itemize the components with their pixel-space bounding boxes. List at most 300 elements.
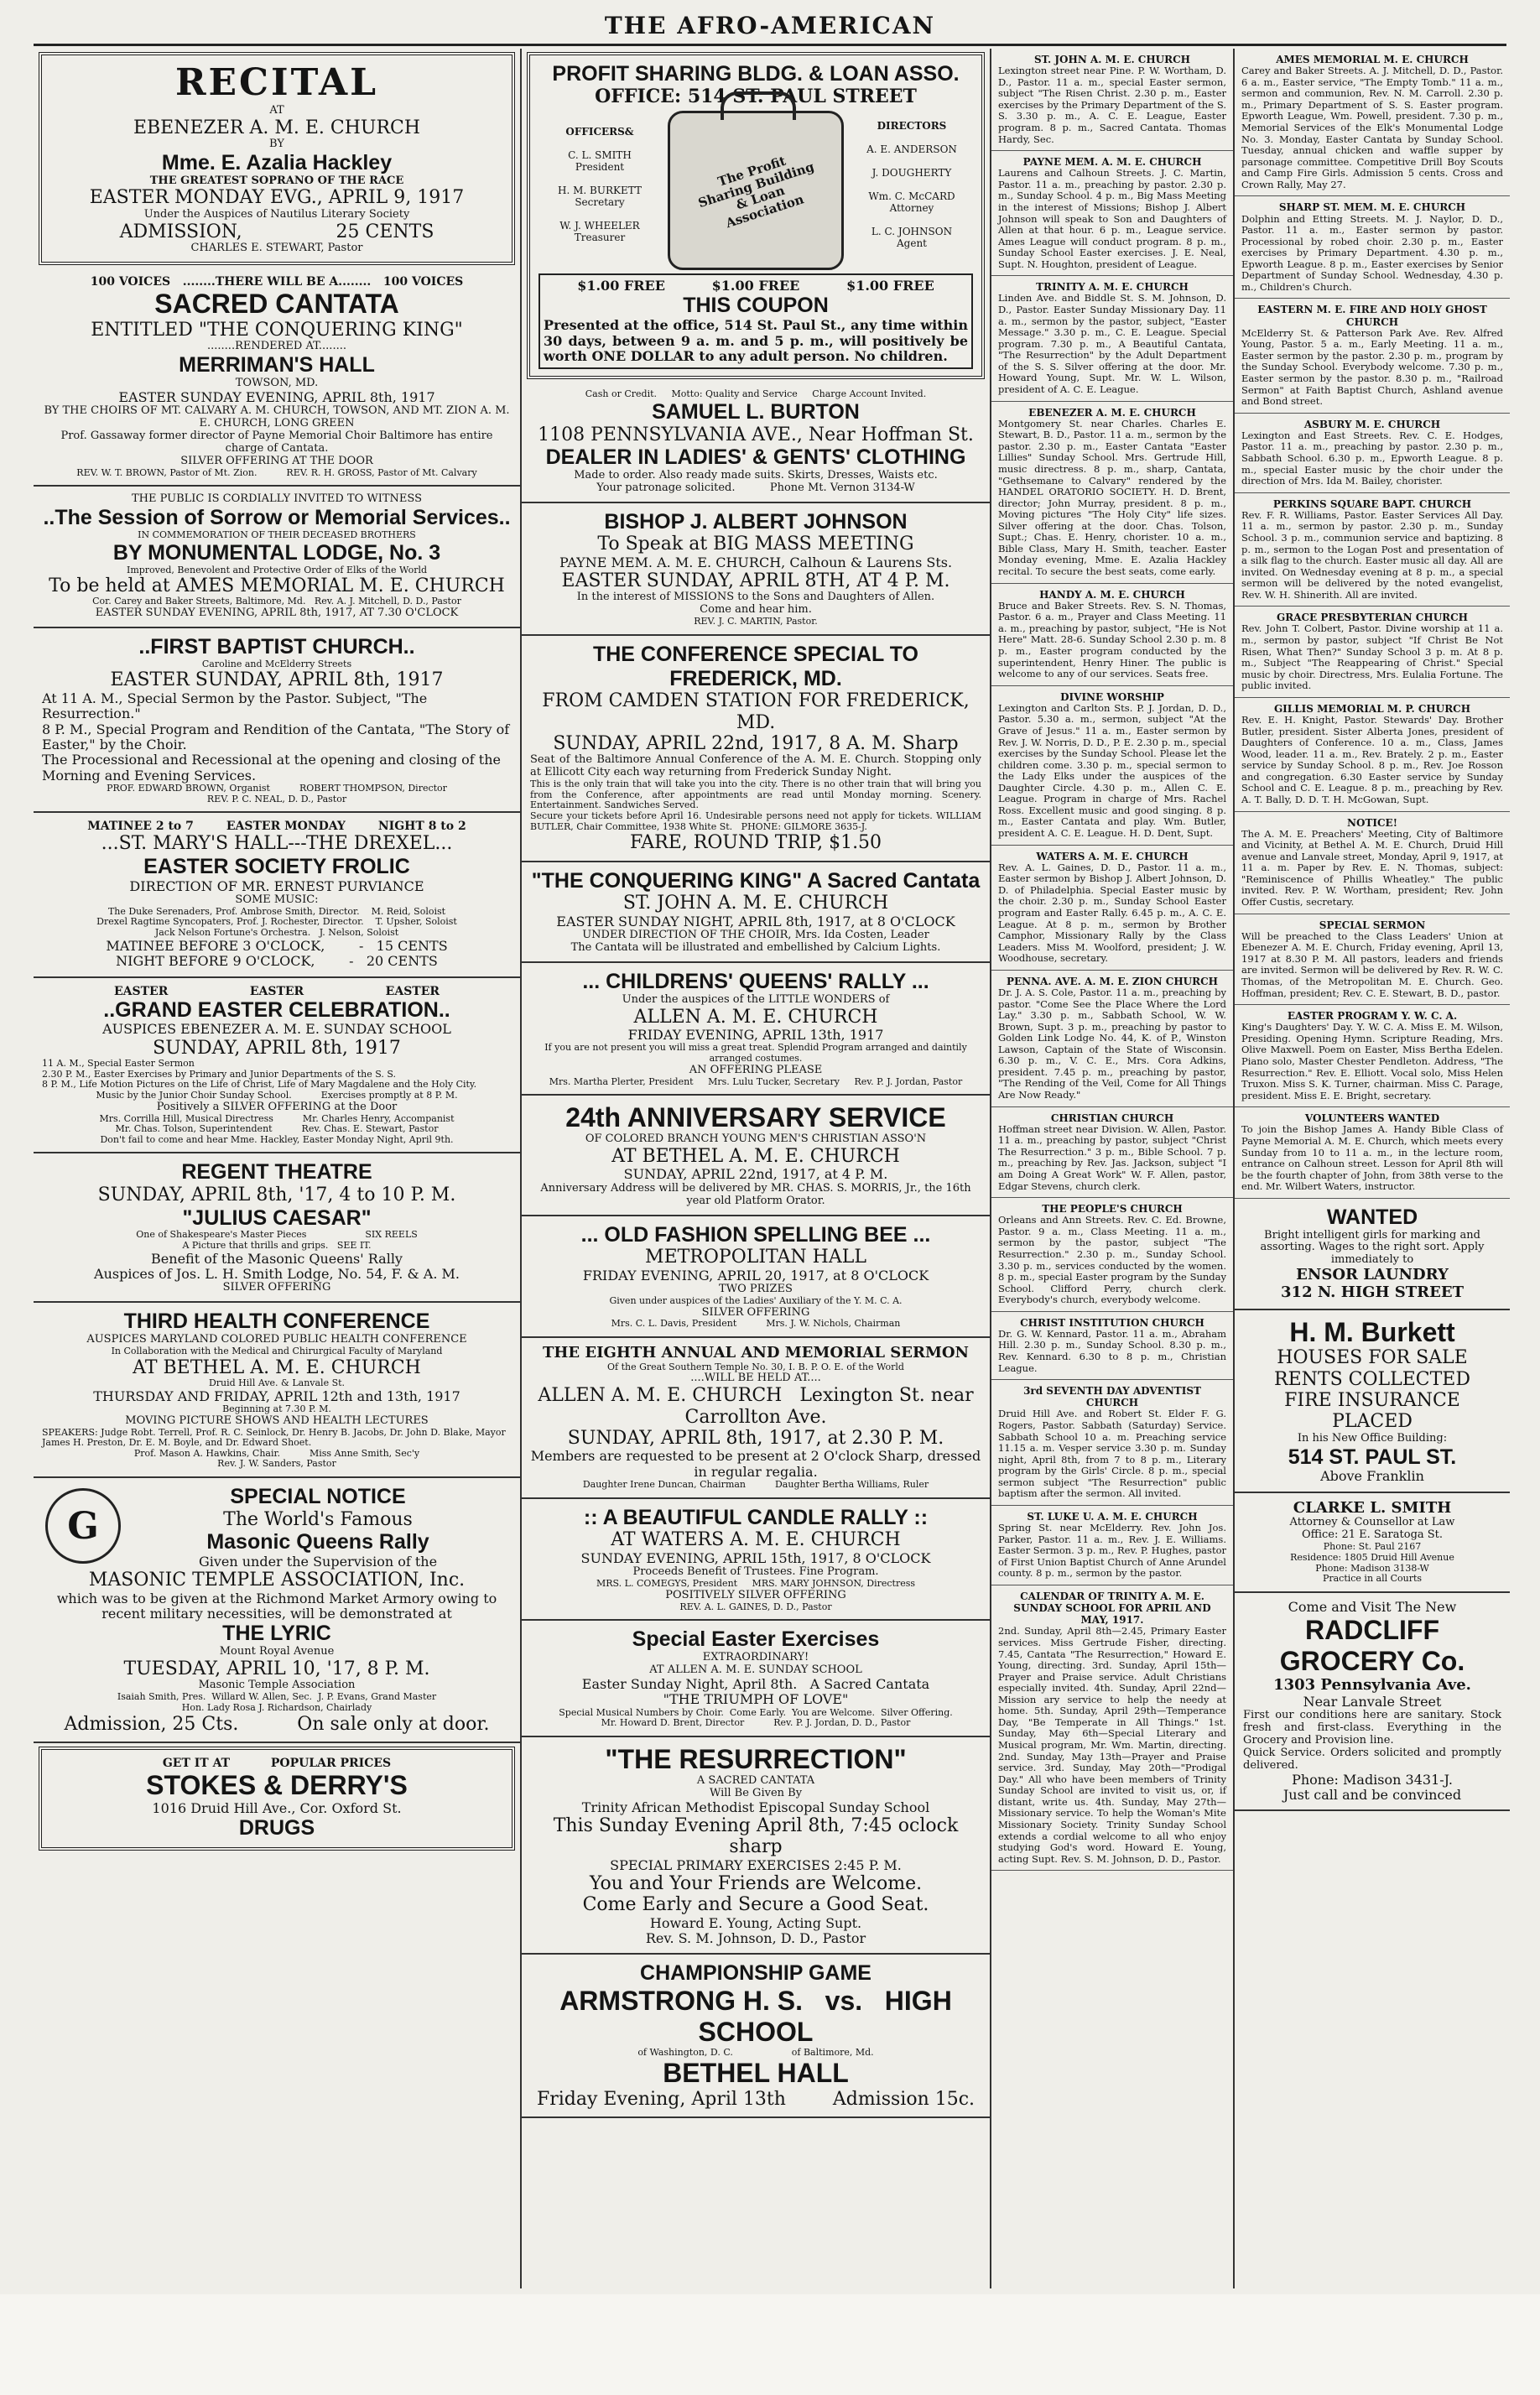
ad-recital xyxy=(39,52,515,265)
cantata-line: SACRED CANTATA xyxy=(154,289,399,320)
recital-line: EASTER MONDAY EVG., APRIL 9, 1917 xyxy=(89,187,465,209)
stokes-line: STOKES & DERRY'S xyxy=(146,1769,408,1800)
queens-line: ... CHILDRENS' QUEENS' RALLY ... xyxy=(582,970,929,993)
radcliff-line: Phone: Madison 3431-J. xyxy=(1292,1771,1453,1788)
queens-line: Mrs. Martha Plerter, President Mrs. Lulu Tucker, Secretary Rev. P. J. Jordan, Pastor xyxy=(549,1075,963,1087)
left-list xyxy=(545,126,654,255)
clarke-line: Attorney & Counsellor at Law xyxy=(1289,1516,1455,1529)
ad-cantata xyxy=(34,268,520,487)
notice-body: Dr. G. W. Kennard, Pastor. 11 a. m., Abraham Hill. 2.30 p. m., Sunday School. 8.30 p. m., Rev. Kennard. 6.30 to 8 p. m., Christian League. xyxy=(998,1327,1226,1374)
ad-sorrow xyxy=(34,487,520,628)
recital-line: EBENEZER A. M. E. CHURCH xyxy=(133,117,421,138)
coupon-line: $1.00 FREE $1.00 FREE $1.00 FREE xyxy=(577,278,934,294)
sorrow-line: IN COMMEMORATION OF THEIR DECEASED BROTHERS xyxy=(138,529,416,541)
ymca-line: Anniversary Address will be delivered by MR. CHAS. S. MORRIS, Jr., the 16th year old Platform Orator. xyxy=(540,1181,975,1207)
ad-burkett xyxy=(1235,1310,1510,1493)
conquering-line: ST. JOHN A. M. E. CHURCH xyxy=(622,893,889,914)
health-line: Rev. J. W. Sanders, Pastor xyxy=(217,1458,336,1470)
health-line: AT BETHEL A. M. E. CHURCH xyxy=(133,1356,421,1378)
notice-body: 2nd. Sunday, April 8th—2.45, Primary Easter services. Miss Gertrude Fisher, directing. 7.45, Cantata "The Resurrection," Howard E. Young, directing. 3rd. Sunday, April 15th—Prayer and Praise service. Adult Christians especially invited. 4th. Sunday, April 22nd—Mission ary service to help the needy at home. 5th. Sunday, April 29th—Temperance Day, "Be Temperate in All Things." 1st. Sunday, May 6th—Special Literary and Musical program, Mr. Wm. Martin, directing. 2nd. Sunday, May 13th—Prayer and Praise service. 3rd. Sunday, May 20th—"Prodigal Day." All who have been members of Trinity Sunday School are invited to visit us, or, if distant, write us. 4th. Sunday, May 27th—Missionary service. To help the Woman's Mite Missionary Society. Trinity Sunday School extends a cordial welcome to all who enjoy studying God's word. Howard E. Young, acting Supt. Rev. S. M. Johnson, D. D., Pastor. xyxy=(998,1625,1226,1865)
resurrection-line: Rev. S. M. Johnson, D. D., Pastor xyxy=(645,1930,866,1947)
recital-line: RECITAL xyxy=(174,61,379,104)
notice-heading: GRACE PRESBYTERIAN CHURCH xyxy=(1276,612,1469,624)
sorrow-line: To be held at AMES MEMORIAL M. E. CHURCH xyxy=(49,575,505,597)
notice-heading: AMES MEMORIAL M. E. CHURCH xyxy=(1276,54,1469,65)
clarke-line: Office: 21 E. Saratoga St. xyxy=(1301,1528,1444,1542)
masonic-emblem-icon: G xyxy=(45,1488,121,1564)
championship-line: of Washington, D. C. of Baltimore, Md. xyxy=(637,2046,874,2058)
wanted-line: WANTED xyxy=(1326,1205,1418,1229)
championship-line: CHAMPIONSHIP GAME xyxy=(640,1961,871,1986)
notice-body: Druid Hill Ave. and Robert St. Elder F. G. Rogers, Pastor. Sabbath (Saturday) Service. Sabbath School 10 a. m. Preaching service 11.15 a. m. Vesper service 3.30 p. m. Sunday night, April 8th, from 7 to 8 p. m., Literary program by the Girls' Circle. 8 p. m., special sermon subject "The Resurrection" public baptism after the sermon. All invited. xyxy=(998,1408,1226,1500)
burton-line: Cash or Credit. Motto: Quality and Service Charge Account Invited. xyxy=(585,388,927,400)
masonic-line: SPECIAL NOTICE xyxy=(230,1485,406,1509)
ad-resurrection xyxy=(522,1737,990,1955)
ad-frederick xyxy=(522,636,990,862)
regent-line: SILVER OFFERING xyxy=(222,1281,331,1294)
health-line: Prof. Mason A. Hawkins, Chair. Miss Anne Smith, Sec'y xyxy=(133,1447,420,1459)
church-notice xyxy=(1235,607,1510,698)
frederick-line: FARE, ROUND TRIP, $1.50 xyxy=(629,832,882,854)
frolic-line: Jack Nelson Fortune's Orchestra. J. Nelson, Soloist xyxy=(154,927,399,939)
church-notice xyxy=(991,1107,1233,1199)
left-name: W. J. WHEELER Treasurer xyxy=(559,220,640,244)
recital-line: Under the Auspices of Nautilus Literary Society xyxy=(143,207,410,221)
ad-spelling xyxy=(522,1216,990,1339)
eighth-line: Members are requested to be present at 2 O'clock Sharp, dressed in regular regalia. xyxy=(530,1448,986,1480)
profit-heading: OFFICE: 514 ST. PAUL STREET xyxy=(595,85,917,107)
ymca-line: 24th ANNIVERSARY SERVICE xyxy=(565,1102,946,1133)
notice-body: Will be preached to the Class Leaders' Union at Ebenezer A. M. E. Church, Friday evening, April 13, 1917 at 8.30 P. M. All pastors, leaders and friends are invited. Sermon will be delivered by Rev. R. W. C. Thomas, of the Metropolitan M. E. Church. Geo. Hoffman, president; Rev. C. E. Stewart, B. D., pastor. xyxy=(1241,929,1503,999)
notice-heading: PENNA. AVE. A. M. E. ZION CHURCH xyxy=(1006,975,1219,987)
eighth-line: ALLEN A. M. E. CHURCH Lexington St. near Carrollton Ave. xyxy=(538,1385,980,1428)
church-notice xyxy=(991,276,1233,401)
candle-line: AT WATERS A. M. E. CHURCH xyxy=(611,1529,901,1551)
notice-heading: WATERS A. M. E. CHURCH xyxy=(1036,850,1189,862)
burkett-line: 514 ST. PAUL ST. xyxy=(1288,1445,1457,1469)
left-name: H. M. BURKETT Secretary xyxy=(558,185,642,209)
ad-special xyxy=(522,1621,990,1737)
church-notice xyxy=(991,1380,1233,1506)
notice-body: Hoffman street near Division. W. Allen, Pastor. 11 a. m., preaching by pastor, subject "Christ The Resurrection." 3 p. m., Bible School. 7 p. m., preaching by Rev. Jas. Jackson, subject "I am Doing A Great Work" W. F. Allen, pastor, Edgar Stevens, church clerk. xyxy=(998,1122,1226,1192)
eighth-line: THE EIGHTH ANNUAL AND MEMORIAL SERMON xyxy=(542,1344,970,1362)
notice-body: Bruce and Baker Streets. Rev. S. N. Thomas, Pastor. 6 a. m., Prayer and Class Meeting. 11 a. m., preaching by pastor, subject, "He is Not Here" Matt. 28-6. Sunday School 2.30 p. m. 8 p. m., Easter program conducted by the superintendent, Henry Hiner. The public is welcome to any of our services. Seats free. xyxy=(998,599,1226,680)
masonic-line: TUESDAY, APRIL 10, '17, 8 P. M. xyxy=(123,1658,430,1680)
health-line: Beginning at 7.30 P. M. xyxy=(222,1403,331,1414)
spelling-line: METROPOLITAN HALL xyxy=(645,1247,866,1268)
resurrection-line: Will Be Given By xyxy=(709,1786,803,1799)
right-name: J. DOUGHERTY xyxy=(871,167,952,180)
burton-line: SAMUEL L. BURTON xyxy=(652,400,860,424)
notice-body: Montgomery St. near Charles. Charles E. Stewart, B. D., Pastor. 11 a. m., sermon by the pastor. 2.30 p. m., Easter Cantata "Easter Lillies" Sunday School. Mrs. Gertrude Hill, music directress. 8 p. m., sharp, Cantata, "Gethsemane to Calvary" rendered by the HANDEL ORATORIO SOCIETY. H. D. Brent, director; John Murray, president. 8 p. m., Moving pictures "The Holy City" life sizes. Silver offering at the door. Chas. Tolson, Supt.; Chas. E. Henry, chorister. 10 a. m., Bible Class, Mary H. Smith, teacher. Easter Monday evening, Mme. E. Azalia Hackley recital. To secure the best seats, come early. xyxy=(998,417,1226,577)
frolic-line: ...ST. MARY'S HALL---THE DREXEL... xyxy=(101,833,453,855)
sorrow-line: EASTER SUNDAY EVENING, APRIL 8th, 1917, AT 7.30 O'CLOCK xyxy=(95,607,459,620)
left-name: C. L. SMITH President xyxy=(568,149,632,174)
health-line: THIRD HEALTH CONFERENCE xyxy=(123,1309,430,1334)
burkett-line: PLACED xyxy=(1332,1411,1413,1433)
radcliff-line: Just call and be convinced xyxy=(1282,1787,1462,1804)
bishop-line: REV. J. C. MARTIN, Pastor. xyxy=(694,616,818,627)
masonic-line: Masonic Temple Association xyxy=(198,1679,356,1692)
recital-line: CHARLES E. STEWART, Pastor xyxy=(190,241,363,254)
ymca-line: SUNDAY, APRIL 22nd, 1917, at 4 P. M. xyxy=(623,1166,888,1183)
cantata-line: TOWSON, MD. xyxy=(235,376,319,389)
championship-line: Friday Evening, April 13th Admission 15c. xyxy=(536,2089,976,2111)
firstbaptist-line: PROF. EDWARD BROWN, Organist ROBERT THOMPSON, Director xyxy=(107,783,447,794)
church-notice xyxy=(1235,698,1510,812)
regent-line: REGENT THEATRE xyxy=(181,1160,372,1184)
masthead: THE AFRO-AMERICAN xyxy=(604,12,936,39)
ad-stokes xyxy=(39,1747,515,1851)
frolic-line: NIGHT BEFORE 9 O'CLOCK, - 20 CENTS xyxy=(116,953,438,970)
notice-heading: NOTICE! xyxy=(1347,816,1397,829)
radcliff-line: First our conditions here are sanitary. Stock fresh and first-class. Everything in the Grocery and Provision line. xyxy=(1243,1708,1506,1747)
church-notice xyxy=(991,1506,1233,1585)
firstbaptist-line: 8 P. M., Special Program and Rendition of the Cantata, "The Story of Easter," by the Choir. xyxy=(42,721,514,752)
frederick-line: Seat of the Baltimore Annual Conference of the A. M. E. Church. Stopping only at Ellicott City each way returning from Frederick Sunday Night. xyxy=(530,753,986,779)
frederick-line: Secure your tickets before April 16. Undesirable persons need not apply for tickets. WILLIAM BUTLER, Chair Committee, 1938 White St. PHONE: GILMORE 3635-J. xyxy=(530,810,985,832)
sorrow-line: THE PUBLIC IS CORDIALLY INVITED TO WITNESS xyxy=(132,492,422,506)
frolic-line: The Duke Serenaders, Prof. Ambrose Smith, Director. M. Reid, Soloist xyxy=(107,905,446,917)
firstbaptist-line: The Processional and Recessional at the opening and closing of the Morning and Evening Services. xyxy=(42,752,506,784)
notice-body: Carey and Baker Streets. A. J. Mitchell, D. D., Pastor. 6 a. m., Easter service, "The Empty Tomb." 11 a. m., sermon and communion, Rev. N. M. Carroll. 2.30 p. m., Primary Department of S. S. Easter program. Epworth League, Wm. Powell, president. 7.30 p. m., Memorial Services of the Elk's Monumental Lodge No. 3. Monday, Easter Cantata by Sunday School. Tuesday, annual chicken and waffle supper by parsonage committee. Competitive Drill Boy Scouts and Camp Fire Girls. Admission 5 cents. Cross and Crown Rally, May 27. xyxy=(1241,65,1503,190)
masonic-line: Hon. Lady Rosa J. Richardson, Chairlady xyxy=(181,1701,372,1713)
masthead-rule xyxy=(34,44,1506,46)
bishop-line: In the interest of MISSIONS to the Sons and Daughters of Allen. xyxy=(576,591,935,604)
grandeaster-line: 8 P. M., Life Motion Pictures on the Life of Christ, Life of Mary Magdalene and the Holy City. xyxy=(42,1079,477,1091)
spelling-line: TWO PRIZES xyxy=(719,1282,793,1295)
cantata-line: Prof. Gassaway former director of Payne Memorial Choir Baltimore has entire charge of Cantata. xyxy=(60,430,497,455)
church-notice xyxy=(991,846,1233,971)
radcliff-line: RADCLIFF xyxy=(1305,1615,1439,1646)
queens-line: FRIDAY EVENING, APRIL 13th, 1917 xyxy=(627,1026,884,1043)
burkett-line: HOUSES FOR SALE xyxy=(1277,1347,1468,1369)
column-4-church-notices xyxy=(1233,49,1510,2288)
burkett-line: H. M. Burkett xyxy=(1289,1316,1455,1347)
notice-heading: HANDY A. M. E. CHURCH xyxy=(1039,588,1185,601)
masonic-line: which was to be given at the Richmond Market Armory owing to recent military necessities, will be demonstrated at xyxy=(56,1590,502,1622)
masonic-line: The World's Famous xyxy=(223,1508,413,1530)
radcliff-line: GROCERY Co. xyxy=(1279,1646,1465,1677)
candle-line: :: A BEAUTIFUL CANDLE RALLY :: xyxy=(583,1505,929,1529)
officers-directors-row xyxy=(538,107,973,273)
sorrow-line: Cor. Carey and Baker Streets, Baltimore, Md. Rev. A. J. Mitchell, D. D., Pastor xyxy=(92,596,461,607)
candle-line: POSITIVELY SILVER OFFERING xyxy=(665,1588,846,1601)
notice-heading: THE PEOPLE'S CHURCH xyxy=(1042,1203,1183,1216)
notice-body: The A. M. E. Preachers' Meeting, City of Baltimore and Vicinity, at Bethel A. M. E. Church, Druid Hill avenue and Lanvale street, Monday, April 9, 1917, at 11 a. m. Paper by Rev. E. N. Thomas, subject: "Reminiscence of Phillis Wheatley." The public invited. Rev. P. W. Wortham, president; Rev. John Offer Custis, secretary. xyxy=(1241,827,1503,909)
church-notice xyxy=(1235,414,1510,493)
ad-queens xyxy=(522,963,990,1096)
conquering-line: The Cantata will be illustrated and embellished by Calcium Lights. xyxy=(570,941,941,955)
church-notice xyxy=(991,686,1233,846)
firstbaptist-line: EASTER SUNDAY, APRIL 8th, 1917 xyxy=(110,669,444,691)
special-line: Special Easter Exercises xyxy=(632,1627,880,1652)
resurrection-line: Howard E. Young, Acting Supt. xyxy=(649,1914,862,1931)
wanted-line: Bright intelligent girls for marking and assorting. Wages to the right sort. Apply immediately to xyxy=(1260,1228,1488,1267)
ymca-line: OF COLORED BRANCH YOUNG MEN'S CHRISTIAN ASSO'N xyxy=(585,1132,927,1146)
spelling-line: Given under auspices of the Ladies' Auxiliary of the Y. M. C. A. xyxy=(609,1294,903,1306)
ad-profit xyxy=(527,52,985,379)
ad-conquering xyxy=(522,862,990,963)
regent-line: One of Shakespeare's Master Pieces SIX REELS xyxy=(136,1229,418,1241)
notice-heading: SHARP ST. MEM. M. E. CHURCH xyxy=(1278,201,1466,214)
church-notice xyxy=(1235,49,1510,196)
notice-heading: EASTER PROGRAM Y. W. C. A. xyxy=(1287,1010,1458,1023)
notice-body: Dolphin and Etting Streets. M. J. Naylor, D. D., Pastor. 11 a. m., Easter sermon by pastor. Processional by robed choir. 2.30 p. m., Easter exercises by Primary Department. 4.30 p. m., Epworth League. 8 p. m., Easter exercises by Senior Department of Sunday School. Wednesday, 4.30 p. m., Children's Church. xyxy=(1241,212,1503,293)
left-name: OFFICERS& xyxy=(565,126,634,138)
sorrow-line: ..The Session of Sorrow or Memorial Services.. xyxy=(43,506,511,530)
ad-wanted xyxy=(1235,1199,1510,1310)
bishop-line: BISHOP J. ALBERT JOHNSON xyxy=(604,509,908,534)
profit-heading: PROFIT SHARING BLDG. & LOAN ASSO. xyxy=(552,62,960,86)
conquering-line: "THE CONQUERING KING" A Sacred Cantata xyxy=(531,868,981,893)
radcliff-line: Come and Visit The New xyxy=(1288,1598,1457,1615)
grandeaster-line: Mrs. Corrilla Hill, Musical Directress Mr. Charles Henry, Accompanist xyxy=(99,1112,455,1124)
right-name: L. C. JOHNSON Agent xyxy=(871,226,953,250)
resurrection-line: A SACRED CANTATA xyxy=(696,1773,815,1787)
stokes-line: 1016 Druid Hill Ave., Cor. Oxford St. xyxy=(152,1799,402,1816)
candle-line: REV. A. L. GAINES, D. D., Pastor xyxy=(679,1601,832,1612)
spelling-line: Mrs. C. L. Davis, President Mrs. J. W. Nichols, Chairman xyxy=(611,1318,901,1330)
ad-eighth xyxy=(522,1338,990,1499)
resurrection-line: Come Early and Secure a Good Seat. xyxy=(582,1894,929,1916)
bishop-line: PAYNE MEM. A. M. E. CHURCH, Calhoun & Laurens Sts. xyxy=(559,554,953,570)
notice-body: Rev. E. H. Knight, Pastor. Stewards' Day. Brother Butler, president. Sister Alberta Jones, president of Daughters of Conference. 10 a. m., Class, James Wood, leader. 11 a. m., Rev. Brately. 2 p. m., Easter service by Sunday School. 8 p. m., Rev. Joe Rosson and congregation. 6.30 Easter service by Sunday School and C. E. League. 8 p. m., preaching by Rev. A. T. Bally, D. D. T. H. McGowan, Supt. xyxy=(1241,714,1503,805)
grandeaster-line: Mr. Chas. Tolson, Superintendent Rev. Chas. E. Stewart, Pastor xyxy=(115,1123,439,1135)
spelling-line: ... OLD FASHION SPELLING BEE ... xyxy=(580,1222,931,1247)
notice-body: Dr. J. A. S. Cole, Pastor. 11 a. m., preaching by pastor. "Come See the Place Where the Lord Lay." 3.30 p. m., Sabbath School, W. W. Brown, Supt. 3 p. m., preaching by pastor to Golden Link Lodge No. 44, K. of P., Winston Lawson, Captain of the State of Wisconsin. 6.30 p. m., V. C. E., Mrs. Cora Adkins, president. 7.45 p. m., preaching by pastor, "The Rending of the Veil, Come for All Things Are Now Ready." xyxy=(998,986,1226,1101)
church-notice xyxy=(991,402,1233,584)
ymca-line: AT BETHEL A. M. E. CHURCH xyxy=(611,1145,900,1167)
firstbaptist-line: REV. P. C. NEAL, D. D., Pastor xyxy=(206,793,347,804)
conquering-line: EASTER SUNDAY NIGHT, APRIL 8th, 1917, at 8 O'CLOCK xyxy=(556,913,955,929)
notice-heading: CALENDAR OF TRINITY A. M. E. SUNDAY SCHOOL FOR APRIL AND MAY, 1917. xyxy=(1013,1590,1211,1627)
notice-body: Laurens and Calhoun Streets. J. C. Martin, Pastor. 11 a. m., preaching by pastor. 2.30 p. m., Sunday School. 4 p. m., Big Mass Meeting in the interest of Missions; Bishop J. Albert Johnson will speak to Son and Daughters of Allen at that hour. 6 p. m., League service. Ames League will conduct program. 8 p. m., Sunday School Easter exercises. J. E. Neal, Supt. N. Houghton, president of League. xyxy=(998,167,1226,270)
conquering-line: UNDER DIRECTION OF THE CHOIR, Mrs. Ida Costen, Leader xyxy=(582,929,929,942)
church-notice xyxy=(991,1312,1233,1380)
special-line: Mr. Howard D. Brent, Director Rev. P. J. Jordan, D. D., Pastor xyxy=(601,1717,911,1729)
notice-body: Lexington street near Pine. P. W. Wortham, D. D., Pastor. 11 a. m., special Easter sermon, subject "The Risen Christ. 2.30 p. m., Easter exercises by the Primary Department of the S. S. 3.30 p. m., A. C. E. League, Easter program. 8 p. m., Sacred Cantata. Thomas Hardy, Sec. xyxy=(998,65,1226,145)
recital-line: Mme. E. Azalia Hackley xyxy=(161,150,393,174)
right-name: DIRECTORS xyxy=(877,120,947,133)
column-1 xyxy=(34,49,520,2288)
notice-heading: PERKINS SQUARE BAPT. CHURCH xyxy=(1272,497,1472,510)
notice-body: Rev. John T. Colbert, Pastor. Divine worship at 11 a. m., sermon by pastor, subject "If Christ Be Not Risen, What Then?" Sunday School 3 p. m. At 8 p. m., Subject "The Reappearing of Christ." Special music by choir. Directress, Mrs. Eulalia Fortune. The public invited. xyxy=(1241,622,1503,692)
grandeaster-line: SUNDAY, APRIL 8th, 1917 xyxy=(153,1037,401,1059)
ad-health xyxy=(34,1303,520,1478)
notice-heading: PAYNE MEM. A. M. E. CHURCH xyxy=(1022,156,1202,169)
radcliff-line: Quick Service. Orders solicited and promptly delivered. xyxy=(1243,1746,1506,1772)
bishop-line: Come and hear him. xyxy=(700,603,812,617)
church-notice xyxy=(991,584,1233,686)
notice-heading: GILLIS MEMORIAL M. P. CHURCH xyxy=(1273,702,1471,715)
notice-body: Orleans and Ann Streets. Rev. C. Ed. Browne, Pastor. 9 a. m., Class Meeting. 11 a. m., sermon by the pastor, subject "The Resurrection." 2.30 p. m., Sunday School. 3.30 p. m., services conducted by the women. 8 p. m., special Easter program by the Sunday School. Clifford Perry, church clerk. Everybody's church, everybody welcome. xyxy=(998,1214,1226,1306)
frolic-line: EASTER SOCIETY FROLIC xyxy=(143,854,410,878)
notice-heading: TRINITY A. M. E. CHURCH xyxy=(1036,281,1189,294)
notice-heading: ST. JOHN A. M. E. CHURCH xyxy=(1033,54,1191,65)
cantata-line: SILVER OFFERING AT THE DOOR xyxy=(180,454,373,467)
special-line: Easter Sunday Night, April 8th. A Sacred Cantata xyxy=(581,1675,930,1692)
notice-body: Lexington and Carlton Sts. P. J. Jordan, D. D., Pastor. 5.30 a. m., sermon, subject "At the Grave of Jesus." 11 a. m., Easter sermon by Rev. J. W. Norris, D. D., P. E. 2.30 p. m., special exercises by the Sunday School. Please let the children come. 3.30 p. m., special sermon to the Lady Elks under the auspices of the Daughter Circle. 4.30 p. m., Allen C. E. League. Program in charge of Mrs. Rachel Ross. Excellent music and good singing. 8 p. m., Easter Cantata and play. Wm. Butler, president A. C. E. League. H. D. Dent, Supt. xyxy=(998,701,1226,839)
cantata-line: EASTER SUNDAY EVENING, APRIL 8th, 1917 xyxy=(118,388,435,405)
notice-body: Linden Ave. and Biddle St. S. M. Johnson, D. D., Pastor. Easter Sunday Missionary Day. 11 a. m., sermon by the pastor, subject, "Easter Message." 3.30 p. m., C. E. League. Special program. 7.30 p. m., A Beautiful Cantata, "The Resurrection" by the Adult Department of the S. S. Silver offering at the door. Mr. Howard Young, Supt. Mr. W. L. Wilson, president of A. C. E. League. xyxy=(998,292,1226,395)
burkett-line: FIRE INSURANCE xyxy=(1284,1390,1460,1412)
grandeaster-line: 11 A. M., Special Easter Sermon xyxy=(42,1058,195,1070)
eighth-line: Daughter Irene Duncan, Chairman Daughter Bertha Williams, Ruler xyxy=(582,1479,929,1491)
masonic-line: Given under the Supervision of the xyxy=(198,1553,438,1570)
church-notice xyxy=(1235,196,1510,299)
masonic-line: MASONIC TEMPLE ASSOCIATION, Inc. xyxy=(88,1570,466,1591)
sorrow-line: Improved, Benevolent and Protective Order of Elks of the World xyxy=(126,564,428,575)
frolic-line: MATINEE BEFORE 3 O'CLOCK, - 15 CENTS xyxy=(106,937,448,954)
queens-line: ALLEN A. M. E. CHURCH xyxy=(633,1006,878,1028)
ad-radcliff xyxy=(1235,1593,1510,1812)
masonic-line: Isaiah Smith, Pres. Willard W. Allen, Sec. J. P. Evans, Grand Master xyxy=(117,1691,437,1703)
ad-regent xyxy=(34,1153,520,1303)
burton-line: 1108 PENNSYLVANIA AVE., Near Hoffman St. xyxy=(538,424,974,445)
torn-bottom-margin xyxy=(0,2294,1540,2395)
firstbaptist-line: ..FIRST BAPTIST CHURCH.. xyxy=(138,635,415,659)
cantata-line: REV. W. T. BROWN, Pastor of Mt. Zion. REV. R. H. GROSS, Pastor of Mt. Calvary xyxy=(76,466,477,478)
burton-line: DEALER IN LADIES' & GENTS' CLOTHING xyxy=(545,445,966,470)
cantata-line: BY THE CHOIRS OF MT. CALVARY A. M. CHURCH, TOWSON, AND MT. ZION A. M. E. CHURCH, LONG GREEN xyxy=(44,404,513,430)
church-notice xyxy=(991,1198,1233,1312)
church-notice xyxy=(1235,299,1510,413)
ad-bishop xyxy=(522,503,990,636)
health-line: SPEAKERS: Judge Robt. Terrell, Prof. R. C. Seinlock, Dr. Henry B. Jacobs, Dr. John D. Blake, Mayor James H. Preston, Dr. E. M. Boyle, and Dr. Edward Shoet. xyxy=(42,1426,509,1449)
wanted-line: 312 N. HIGH STREET xyxy=(1281,1283,1464,1301)
cantata-line: ........RENDERED AT........ xyxy=(207,340,346,353)
regent-line: "JULIUS CAESAR" xyxy=(182,1205,372,1230)
firstbaptist-line: Caroline and McElderry Streets xyxy=(201,658,352,669)
notice-heading: ST. LUKE U. A. M. E. CHURCH xyxy=(1027,1510,1198,1523)
health-line: THURSDAY AND FRIDAY, APRIL 12th and 13th, 1917 xyxy=(93,1388,460,1404)
ad-burton xyxy=(522,383,990,502)
church-notice xyxy=(991,1585,1233,1871)
cantata-line: ENTITLED "THE CONQUERING KING" xyxy=(91,319,463,341)
resurrection-line: You and Your Friends are Welcome. xyxy=(589,1873,923,1895)
frolic-line: DIRECTION OF MR. ERNEST PURVIANCE xyxy=(129,877,424,894)
notice-heading: EBENEZER A. M. E. CHURCH xyxy=(1028,406,1196,419)
grandeaster-line: 2.30 P. M., Easter Exercises by Primary and Junior Departments of the S. S. xyxy=(42,1068,397,1080)
church-notice xyxy=(1235,1005,1510,1107)
masonic-line: Masonic Queens Rally xyxy=(206,1530,429,1554)
right-name: Wm. C. McCARD Attorney xyxy=(868,190,955,215)
recital-line: THE GREATEST SOPRANO OF THE RACE xyxy=(149,174,404,187)
sorrow-line: BY MONUMENTAL LODGE, No. 3 xyxy=(112,540,441,565)
health-line: AUSPICES MARYLAND COLORED PUBLIC HEALTH CONFERENCE xyxy=(86,1333,467,1346)
church-notice xyxy=(1235,914,1510,1006)
eighth-line: SUNDAY, APRIL 8th, 1917, at 2.30 P. M. xyxy=(567,1427,944,1449)
burkett-line: Above Franklin xyxy=(1320,1468,1424,1485)
notice-heading: SPECIAL SERMON xyxy=(1319,919,1426,931)
ad-grandeaster xyxy=(34,978,520,1154)
ad-ymca xyxy=(522,1096,990,1216)
ad-championship xyxy=(522,1955,990,2118)
coupon-line: THIS COUPON xyxy=(683,294,829,318)
masonic-line: THE LYRIC xyxy=(222,1622,331,1646)
notice-heading: 3rd SEVENTH DAY ADVENTIST CHURCH xyxy=(1023,1385,1201,1409)
frolic-line: SOME MUSIC: xyxy=(235,893,319,906)
burkett-line: RENTS COLLECTED xyxy=(1274,1368,1470,1390)
special-line: EXTRAORDINARY! xyxy=(702,1651,809,1664)
column-2 xyxy=(520,49,990,2288)
burton-line: Made to order. Also ready made suits. Skirts, Dresses, Waists etc. xyxy=(574,468,938,482)
grandeaster-line: ..GRAND EASTER CELEBRATION.. xyxy=(103,997,450,1022)
column-3-church-notices xyxy=(990,49,1233,2288)
burkett-line: In his New Office Building: xyxy=(1297,1431,1448,1445)
frederick-line: FROM CAMDEN STATION FOR FREDERICK, MD. xyxy=(542,690,976,733)
queens-line: If you are not present you will miss a great treat. Splendid Program arranged and daintily arranged costumes. xyxy=(544,1042,970,1065)
notice-heading: EASTERN M. E. FIRE AND HOLY GHOST CHURCH xyxy=(1257,304,1487,328)
resurrection-line: Trinity African Methodist Episcopal Sunday School xyxy=(581,1799,930,1815)
church-notice xyxy=(991,49,1233,151)
masonic-line: Admission, 25 Cts. On sale only at door. xyxy=(64,1713,490,1735)
grandeaster-line: Positively a SILVER OFFERING at the Door xyxy=(156,1100,398,1113)
spelling-line: SILVER OFFERING xyxy=(701,1305,810,1319)
bag-label: The Profit Sharing Building & Loan Association xyxy=(695,153,816,231)
championship-line: ARMSTRONG H. S. vs. HIGH SCHOOL xyxy=(559,1986,960,2047)
bishop-line: EASTER SUNDAY, APRIL 8TH, AT 4 P. M. xyxy=(561,570,950,592)
health-line: MOVING PICTURE SHOWS AND HEALTH LECTURES xyxy=(125,1414,429,1427)
queens-line: Under the auspices of the LITTLE WONDERS of xyxy=(622,992,890,1006)
radcliff-line: Near Lanvale Street xyxy=(1303,1693,1442,1710)
grandeaster-line: Music by the Junior Choir Sunday School. Exercises promptly at 8 P. M. xyxy=(96,1089,458,1101)
wanted-line: ENSOR LAUNDRY xyxy=(1296,1266,1449,1284)
regent-line: A Picture that thrills and grips. SEE IT. xyxy=(182,1239,372,1251)
recital-line: AT xyxy=(269,103,284,117)
church-notice xyxy=(991,971,1233,1107)
ad-firstbaptist xyxy=(34,628,520,813)
recital-line: BY xyxy=(269,137,284,150)
clarke-line: Phone: Madison 3138-W xyxy=(1315,1562,1429,1574)
frederick-line: SUNDAY, APRIL 22nd, 1917, 8 A. M. Sharp xyxy=(553,733,959,755)
resurrection-line: "THE RESURRECTION" xyxy=(605,1743,907,1774)
frolic-line: Drexel Ragtime Syncopaters, Prof. J. Rochester, Director. T. Upsher, Soloist xyxy=(96,916,457,928)
championship-line: BETHEL HALL xyxy=(663,2058,849,2089)
notice-body: McElderry St. & Patterson Park Ave. Rev. Alfred Young, Pastor. 5 a. m., Early Meeting. 11 a. m., Easter sermon by the pastor. 2.30 p. m., program by the Sunday School. Everybody welcome. 7.30 p. m., Easter sermon by the pastor. 8.30 p. m., "Railroad Sermon" at Faith Baptist Church, Ashland avenue and Bond street. xyxy=(1241,326,1503,408)
frederick-line: This is the only train that will take you into the city. There is no other train that will bring you from the Conference, after appointments are read until Monday morning. Scenery. Entertainment. Sandwiches Served. xyxy=(530,778,985,811)
coupon xyxy=(538,273,973,369)
notice-heading: VOLUNTEERS WANTED xyxy=(1304,1112,1440,1125)
notice-body: Lexington and East Streets. Rev. C. E. Hodges, Pastor. 11 a. m., preaching by pastor. 2.30 p. m., Sabbath School. 6.30 p. m., Epworth League. 8 p. m., special Easter music by the choir under the direction of Mrs. Ida M. Bailey, chorister. xyxy=(1241,429,1503,487)
church-notice xyxy=(991,151,1233,276)
notice-heading: DIVINE WORSHIP xyxy=(1060,690,1164,703)
coupon-line: Presented at the office, 514 St. Paul St., any time within 30 days, between 9 a. m. and 5 p. m., will positively be worth ONE DOLLAR to any adult person. No children. xyxy=(544,317,973,364)
queens-line: AN OFFERING PLEASE xyxy=(689,1063,823,1076)
stokes-line: GET IT AT POPULAR PRICES xyxy=(162,1756,392,1770)
church-notice xyxy=(1235,1107,1510,1199)
frederick-line: THE CONFERENCE SPECIAL TO FREDERICK, MD. xyxy=(592,642,924,690)
recital-line: ADMISSION, 25 CENTS xyxy=(119,221,434,242)
cantata-line: MERRIMAN'S HALL xyxy=(179,353,375,377)
special-line: AT ALLEN A. M. E. SUNDAY SCHOOL xyxy=(649,1663,862,1676)
health-line: Druid Hill Ave. & Lanvale St. xyxy=(208,1377,346,1388)
eighth-line: Of the Great Southern Temple No. 30, I. B. P. O. E. of the World xyxy=(607,1361,904,1372)
candle-line: SUNDAY EVENING, APRIL 15th, 1917, 8 O'CLOCK xyxy=(580,1549,931,1566)
special-line: "THE TRIUMPH OF LOVE" xyxy=(663,1691,849,1708)
clarke-line: Practice in all Courts xyxy=(1322,1573,1423,1585)
notice-body: To join the Bishop James A. Handy Bible Class of Payne Memorial A. M. E. Church, which meets every Sunday from 10 to 11 a. m., in the lecture room, entrance on Calhoun street. Lesson for April 8th will be the fourth chapter of John, from 38th verse to the end. Mr. Wilbert Waters, instructor. xyxy=(1241,1123,1503,1193)
church-notice xyxy=(1235,493,1510,607)
money-bag-icon xyxy=(668,111,844,270)
spelling-line: FRIDAY EVENING, APRIL 20, 1917, at 8 O'CLOCK xyxy=(582,1267,929,1283)
masonic-line: Mount Royal Avenue xyxy=(219,1645,335,1658)
regent-line: Benefit of the Masonic Queens' Rally xyxy=(151,1250,403,1267)
grandeaster-line: EASTER EASTER EASTER xyxy=(113,984,440,998)
right-list xyxy=(857,120,966,261)
candle-line: MRS. L. COMEGYS, President MRS. MARY JOHNSON, Directress xyxy=(596,1578,916,1590)
